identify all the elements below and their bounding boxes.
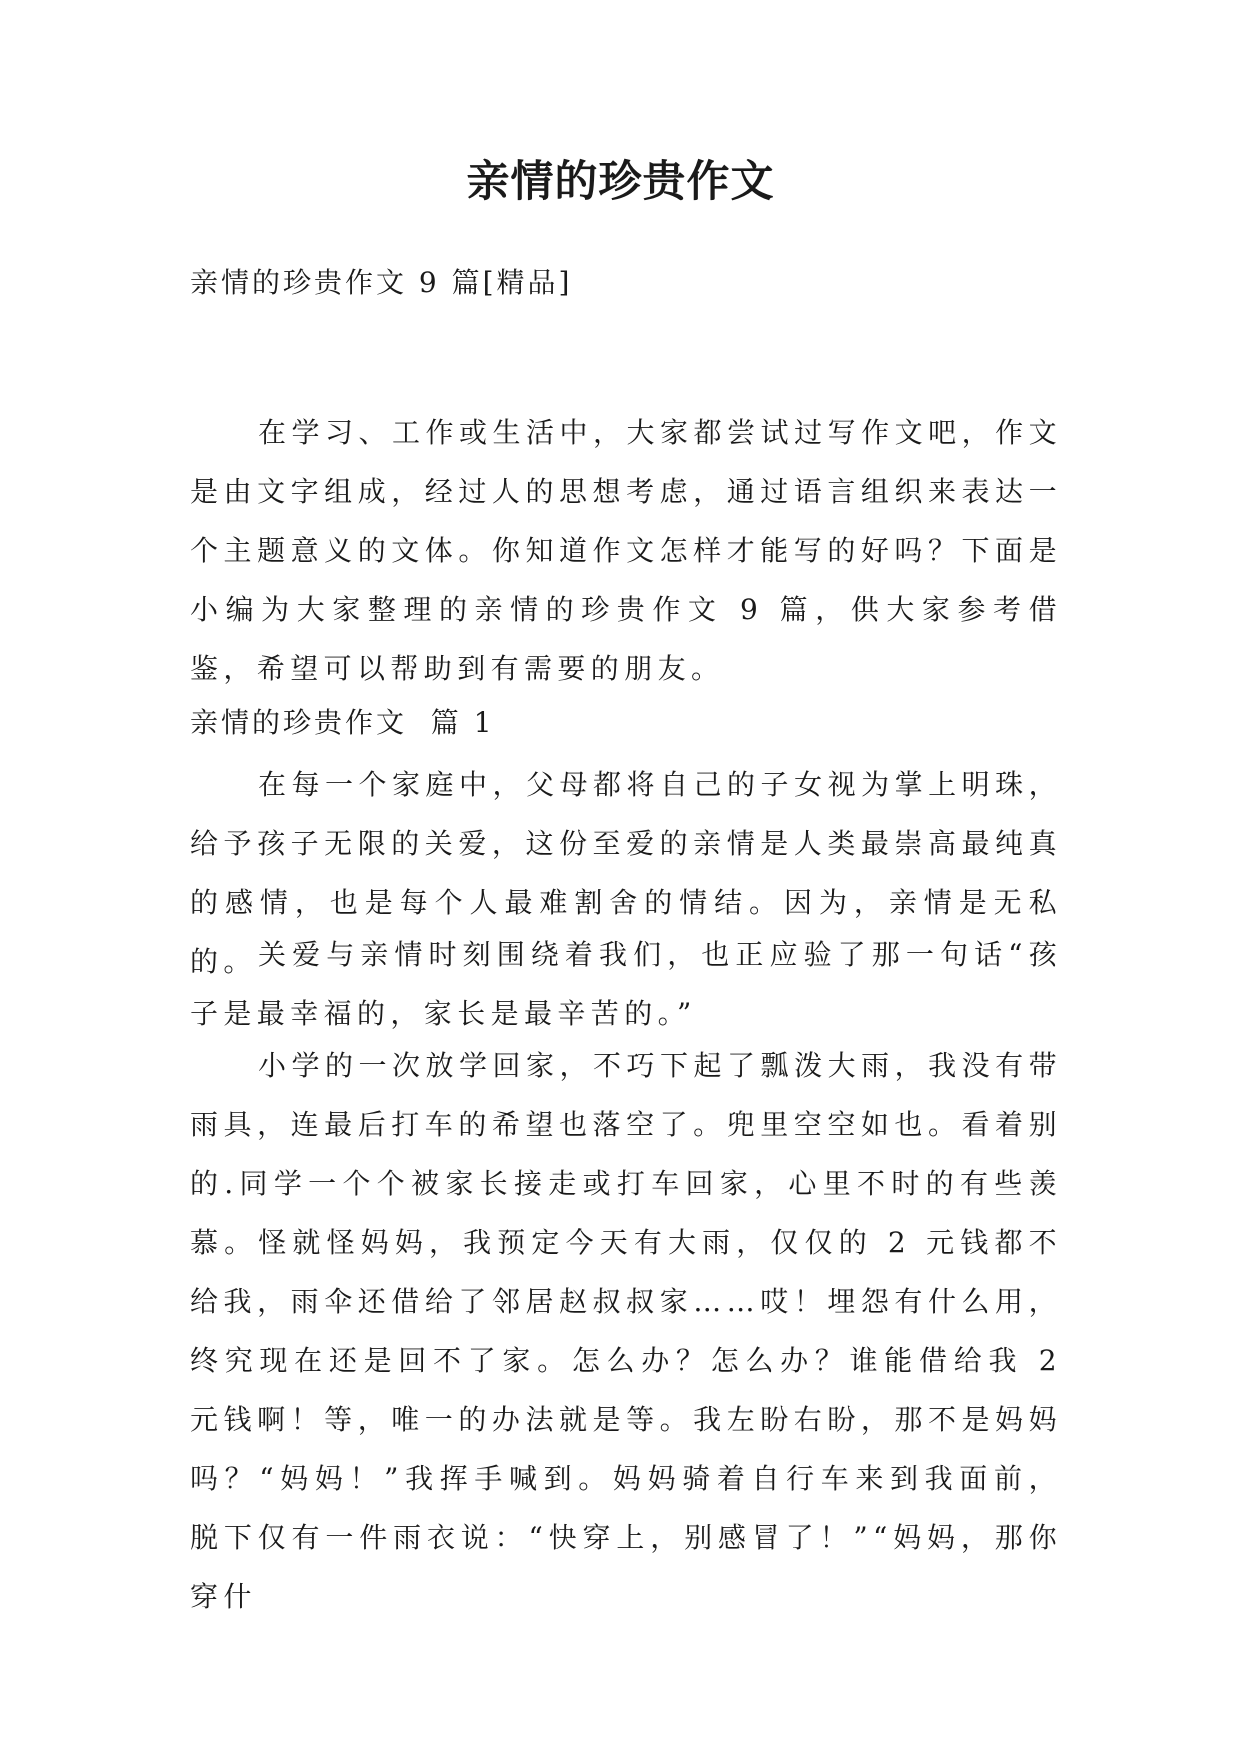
body-paragraph: 小学的一次放学回家，不巧下起了瓢泼大雨，我没有带雨具，连最后打车的希望也落空了。兜里空空如也。看着别的.同学一个个被家长接走或打车回家，心里不时的有些羡慕。怪就怪妈妈，我预定今天有大雨，仅仅的 2 元钱都不给我，雨伞还借给了邻居赵叔叔家……哎！埋怨有什么用，终究现在还是回不了家。怎么办？怎么办？谁能借给我 2 元钱啊！等，唯一的办法就是等。我左盼右盼，那不是妈妈吗？“妈妈！”我挥手喊到。妈妈骑着自行车来到我面前，脱下仅有一件雨衣说：“快穿上，别感冒了！”“妈妈，那你穿什 — [190, 1049, 1062, 1613]
intro-paragraph: 在学习、工作或生活中，大家都尝试过写作文吧，作文是由文字组成，经过人的思想考虑，通过语言组织来表达一个主题意义的文体。你知道作文怎样才能写的好吗？下面是小编为大家整理的亲情的珍贵作文 9 篇，供大家参考借鉴，希望可以帮助到有需要的朋友。 — [190, 416, 1062, 685]
section-heading: 亲情的珍贵作文 篇 1 — [190, 706, 495, 739]
document-title: 亲情的珍贵作文 — [466, 157, 775, 207]
body-paragraph: 在每一个家庭中，父母都将自己的子女视为掌上明珠，给予孩子无限的关爱，这份至爱的亲情是人类最崇高最纯真的感情，也是每个人最难割舍的情结。因为，亲情是无私的。 — [190, 768, 1062, 978]
body-paragraph: 关爱与亲情时刻围绕着我们，也正应验了那一句话“孩子是最幸福的，家长是最辛苦的。” — [190, 938, 1062, 1030]
document-subtitle: 亲情的珍贵作文 9 篇[精品] — [190, 266, 573, 299]
